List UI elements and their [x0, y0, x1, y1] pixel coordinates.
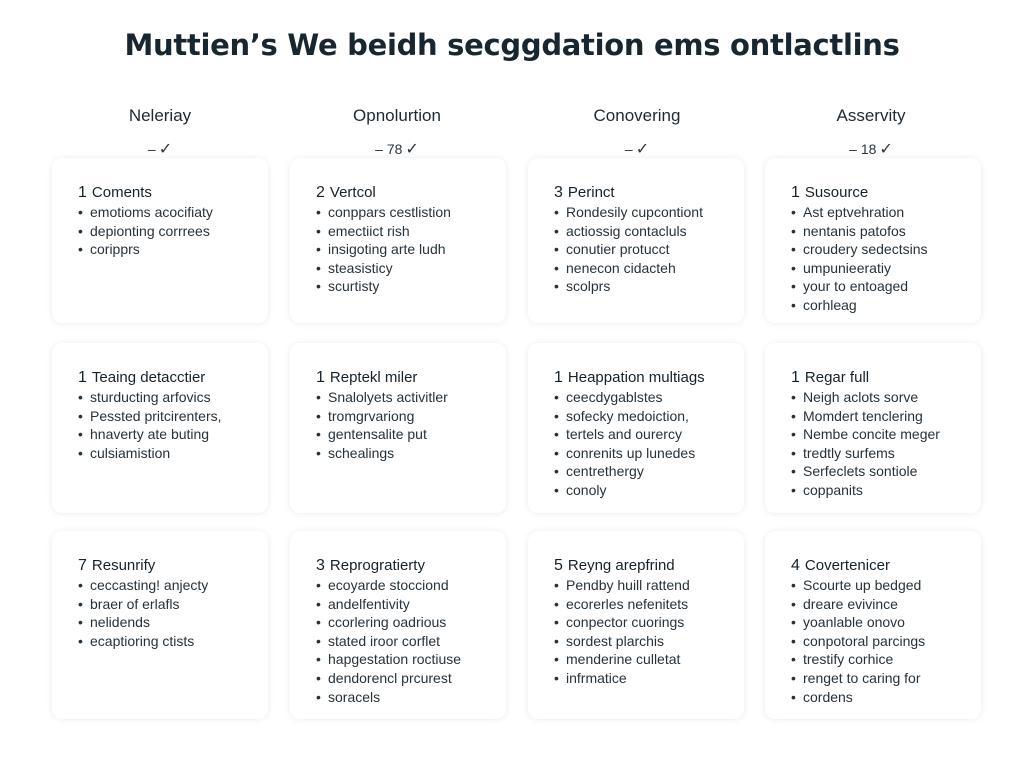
- check-icon: ✓: [158, 141, 173, 158]
- list-item: • ceccasting! anjecty: [78, 576, 262, 595]
- card: [765, 531, 981, 719]
- column-header: Neleriay: [128, 106, 192, 125]
- card: [290, 343, 506, 513]
- card-list: [78, 388, 262, 462]
- card: [52, 343, 268, 513]
- list-item: • soracels: [316, 688, 500, 707]
- card-title: Vertcol: [329, 184, 376, 201]
- list-item: • scurtisty: [316, 277, 500, 296]
- card-title: Reptekl miler: [329, 369, 418, 386]
- column-status-text: – 78: [375, 141, 403, 157]
- list-item: • braer of erlafls: [78, 595, 262, 614]
- card-number: 3: [554, 184, 563, 201]
- list-item: • scolprs: [554, 277, 738, 296]
- list-item: • actiossig contacluls: [554, 222, 738, 241]
- card-list: [78, 203, 262, 259]
- list-item: • conrenits up lunedes: [554, 444, 738, 463]
- list-item: • corhleag: [791, 296, 975, 315]
- list-item: • tredtly surfems: [791, 444, 975, 463]
- card-number: 2: [316, 184, 325, 201]
- list-item: • cordens: [791, 688, 975, 707]
- card-list: [316, 576, 500, 706]
- card-title: Teaing detacctier: [91, 369, 206, 386]
- card-title: Reyng arepfrind: [567, 557, 675, 574]
- check-icon: ✓: [405, 141, 419, 158]
- list-item: • trestify corhice: [791, 650, 975, 669]
- card-heading: [791, 369, 975, 388]
- list-item: • ecaptioring ctists: [78, 632, 262, 651]
- column-header: Conovering: [593, 106, 681, 125]
- card-number: 1: [316, 369, 325, 386]
- card-heading: [316, 557, 500, 576]
- card: [528, 343, 744, 513]
- list-item: • coppanits: [791, 481, 975, 500]
- column-status-text: –: [147, 141, 156, 157]
- card-heading: [554, 557, 738, 576]
- card-list: [554, 203, 738, 296]
- list-item: • Snalolyets activitler: [316, 388, 500, 407]
- card-number: 3: [316, 557, 325, 574]
- check-icon: ✓: [635, 141, 650, 158]
- card-heading: [78, 184, 262, 203]
- list-item: • sordest plarchis: [554, 632, 738, 651]
- card-list: [554, 576, 738, 688]
- list-item: • conppars cestlistion: [316, 203, 500, 222]
- card-number: 1: [78, 184, 87, 201]
- list-item: • Pendby huill rattend: [554, 576, 738, 595]
- card-number: 1: [791, 184, 800, 201]
- list-item: • dreare evivince: [791, 595, 975, 614]
- column-status-text: – 18: [849, 141, 877, 157]
- list-item: • umpunieeratiy: [791, 259, 975, 278]
- card-number: 4: [791, 557, 800, 574]
- list-item: • dendorencl prcurest: [316, 669, 500, 688]
- card-title: Regar full: [804, 369, 870, 386]
- list-item: • emotioms acocifiaty: [78, 203, 262, 222]
- list-item: • nenecon cidacteh: [554, 259, 738, 278]
- list-item: • steasisticy: [316, 259, 500, 278]
- list-item: • gentensalite put: [316, 425, 500, 444]
- list-item: • hapgestation roctiuse: [316, 650, 500, 669]
- card: [290, 531, 506, 719]
- card: [528, 158, 744, 323]
- list-item: • conpector cuorings: [554, 613, 738, 632]
- list-item: • yoanlable onovo: [791, 613, 975, 632]
- list-item: • Rondesily cupcontiont: [554, 203, 738, 222]
- card-number: 1: [554, 369, 563, 386]
- list-item: • sofecky medoiction,: [554, 407, 738, 426]
- card-heading: [316, 369, 500, 388]
- list-item: • andelfentivity: [316, 595, 500, 614]
- list-item: • conutier protucct: [554, 240, 738, 259]
- check-icon: ✓: [879, 141, 893, 158]
- card-list: [316, 388, 500, 462]
- list-item: • Neigh aclots sorve: [791, 388, 975, 407]
- list-item: • croudery sedectsins: [791, 240, 975, 259]
- card-title: Perinct: [567, 184, 615, 201]
- list-item: • tertels and ourercy: [554, 425, 738, 444]
- card-list: [554, 388, 738, 500]
- card-heading: [791, 184, 975, 203]
- list-item: • Scourte up bedged: [791, 576, 975, 595]
- list-item: • your to entoaged: [791, 277, 975, 296]
- card-heading: [78, 557, 262, 576]
- list-item: • centrethergy: [554, 462, 738, 481]
- card: [528, 531, 744, 719]
- list-item: • coripprs: [78, 240, 262, 259]
- card-list: [78, 576, 262, 650]
- card: [52, 158, 268, 323]
- list-item: • sturducting arfovics: [78, 388, 262, 407]
- card-list: [316, 203, 500, 296]
- column-header: Opnolurtion: [353, 106, 441, 125]
- list-item: • tromgrvariong: [316, 407, 500, 426]
- list-item: • ccorlering oadrious: [316, 613, 500, 632]
- list-item: • stated iroor corflet: [316, 632, 500, 651]
- card-list: [791, 576, 975, 706]
- list-item: • conoly: [554, 481, 738, 500]
- list-item: • Serfeclets sontiole: [791, 462, 975, 481]
- column-status: [537, 139, 737, 159]
- list-item: • ecorerles nefenitets: [554, 595, 738, 614]
- list-item: • culsiamistion: [78, 444, 262, 463]
- card-title: Susource: [804, 184, 869, 201]
- list-item: • insigoting arte ludh: [316, 240, 500, 259]
- list-item: • menderine culletat: [554, 650, 738, 669]
- card-list: [791, 388, 975, 500]
- list-item: • ceecdygablstes: [554, 388, 738, 407]
- list-item: • schealings: [316, 444, 500, 463]
- card-title: Resunrify: [91, 557, 156, 574]
- card-number: 7: [78, 557, 87, 574]
- card-title: Coments: [91, 184, 152, 201]
- card-number: 5: [554, 557, 563, 574]
- list-item: • infrmatice: [554, 669, 738, 688]
- column-header: Asservity: [836, 106, 906, 125]
- card: [290, 158, 506, 323]
- list-item: • nentanis patofos: [791, 222, 975, 241]
- card-list: [791, 203, 975, 315]
- card: [765, 158, 981, 323]
- card-title: Reprogratierty: [329, 557, 425, 574]
- column-status-text: –: [624, 141, 633, 157]
- card-heading: [791, 557, 975, 576]
- card: [765, 343, 981, 513]
- list-item: • conpotoral parcings: [791, 632, 975, 651]
- card-heading: [316, 184, 500, 203]
- list-item: • hnaverty ate buting: [78, 425, 262, 444]
- list-item: • Pessted pritcirenters,: [78, 407, 262, 426]
- card-title: Covertenicer: [804, 557, 890, 574]
- list-item: • renget to caring for: [791, 669, 975, 688]
- list-item: • Momdert tenclering: [791, 407, 975, 426]
- list-item: • emectiict rish: [316, 222, 500, 241]
- column-status: [771, 139, 971, 159]
- list-item: • nelidends: [78, 613, 262, 632]
- card-number: 1: [78, 369, 87, 386]
- card: [52, 531, 268, 719]
- card-heading: [554, 184, 738, 203]
- card-heading: [78, 369, 262, 388]
- list-item: • depionting corrrees: [78, 222, 262, 241]
- list-item: • Ast eptvehration: [791, 203, 975, 222]
- page-title: Muttien’s We beidh secggdation ems ontlactlins: [124, 28, 900, 62]
- card-heading: [554, 369, 738, 388]
- list-item: • Nembe concite meger: [791, 425, 975, 444]
- column-status: [297, 139, 497, 159]
- list-item: • ecoyarde stocciond: [316, 576, 500, 595]
- card-number: 1: [791, 369, 800, 386]
- card-title: Heappation multiags: [567, 369, 705, 386]
- column-status: [60, 139, 260, 159]
